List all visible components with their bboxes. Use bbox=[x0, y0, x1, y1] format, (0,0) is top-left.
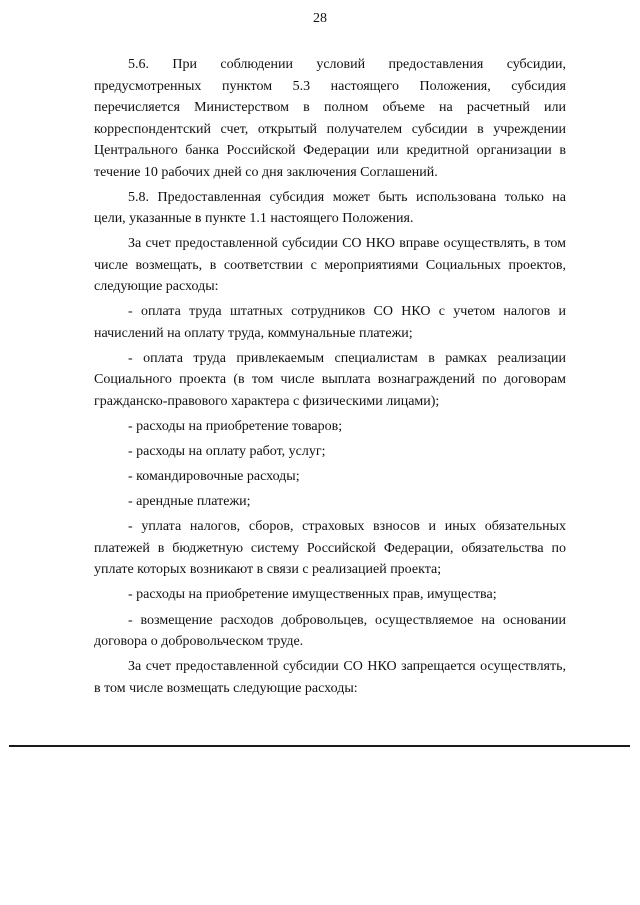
list-item-travel-expenses: - командировочные расходы; bbox=[128, 469, 300, 485]
bottom-divider-line bbox=[9, 745, 630, 747]
paragraph-prohibited-expenses-intro: За счет предоставленной субсидии СО НКО запрещается осуществлять, в том числе возмещать следующие расходы: bbox=[94, 659, 566, 696]
paragraph-5-6-subsidy-transfer: 5.6. При соблюдении условий предоставления субсидии, предусмотренных пунктом 5.3 настоящего Положения, субсидия перечисляется Министерством в полном объеме на расчетный или корреспондентский счет, открытый получателем субсидии в учреждении Центрального банка Российской Федерации или кредитной организации в течение 10 рабочих дней со дня заключения Соглашений. bbox=[94, 57, 566, 180]
list-item-staff-salaries: - оплата труда штатных сотрудников СО НКО с учетом налогов и начислений на оплату труда, коммунальные платежи; bbox=[94, 304, 566, 341]
paragraph-5-8-subsidy-purpose: 5.8. Предоставленная субсидия может быть использована только на цели, указанные в пункте 1.1 настоящего Положения. bbox=[94, 189, 566, 227]
page-number: 28 bbox=[313, 11, 327, 26]
paragraph-allowed-expenses-intro: За счет предоставленной субсидии СО НКО вправе осуществлять, в том числе возмещать, в соответствии с мероприятиями Социальных проектов, следующие расходы: bbox=[94, 236, 566, 295]
list-item-taxes-fees: - уплата налогов, сборов, страховых взносов и иных обязательных платежей в бюджетную систему Российской Федерации, обязательства по уплате которых возникают в связи с реализацией проекта; bbox=[94, 519, 566, 578]
list-item-goods-purchase: - расходы на приобретение товаров; bbox=[128, 418, 343, 434]
document-body bbox=[94, 54, 566, 699]
list-item-works-services: - расходы на оплату работ, услуг; bbox=[128, 444, 326, 460]
list-item-property-rights: - расходы на приобретение имущественных прав, имущества; bbox=[128, 587, 497, 603]
list-item-volunteer-expenses: - возмещение расходов добровольцев, осуществляемое на основании договора о добровольческом труде. bbox=[94, 612, 566, 650]
list-item-rent-payments: - арендные платежи; bbox=[128, 494, 251, 510]
list-item-contractor-pay: - оплата труда привлекаемым специалистам в рамках реализации Социального проекта (в том числе выплата вознаграждений по договорам гражданско-правового характера с физическими лицами); bbox=[94, 350, 566, 409]
